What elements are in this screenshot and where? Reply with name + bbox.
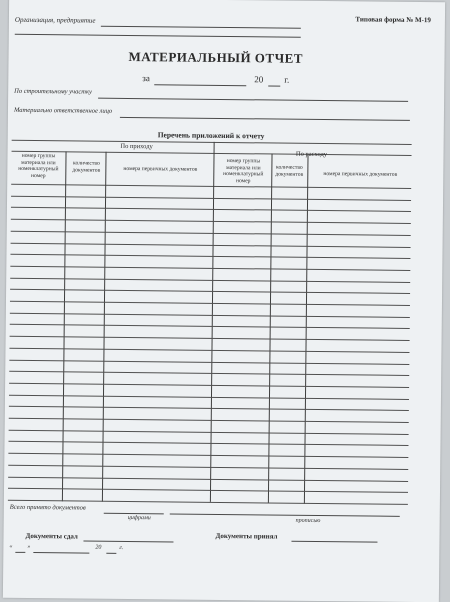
table-row[interactable] (9, 418, 409, 423)
table-row[interactable] (9, 430, 409, 435)
handed-label: Документы сдал (25, 531, 78, 541)
table-row[interactable] (10, 301, 410, 306)
responsible-line[interactable] (120, 117, 410, 121)
table-row[interactable] (10, 312, 410, 317)
table-row[interactable] (11, 195, 411, 200)
in-words-caption: прописью (295, 517, 321, 525)
income-doc-numbers-header: номера первичных документов (123, 165, 198, 173)
table-row[interactable] (9, 406, 409, 411)
responsible-label: Материально ответственное лицо (13, 106, 113, 115)
form-code: Типовая форма № М-19 (355, 15, 431, 25)
date-year-line[interactable] (106, 553, 116, 554)
period-year: 20 (254, 74, 264, 85)
site-label: По строительному участку (14, 87, 92, 96)
date-year: 20 (95, 544, 102, 551)
table-caption: Перечень приложений к отчету (157, 130, 265, 141)
table-row[interactable] (10, 254, 410, 259)
site-line[interactable] (98, 98, 408, 102)
accepted-words-line[interactable] (170, 513, 400, 516)
table-row[interactable] (9, 348, 409, 353)
date-quote-open: « (9, 543, 13, 550)
table-row[interactable] (9, 394, 409, 399)
table-row[interactable] (10, 266, 410, 271)
date-quote-close: » (27, 543, 31, 550)
received-label: Документы принял (215, 531, 278, 541)
table-row[interactable] (11, 207, 411, 212)
table-rows (8, 184, 411, 504)
table-row[interactable] (11, 231, 411, 236)
table-row[interactable] (9, 383, 409, 388)
income-group-header: По приходу (120, 142, 153, 151)
table-row[interactable] (9, 359, 409, 364)
table-row[interactable] (8, 441, 408, 446)
table-row[interactable] (11, 219, 411, 224)
table-row[interactable] (10, 324, 410, 329)
table-row[interactable] (8, 465, 408, 470)
income-doc-count-header: количество документов (72, 160, 101, 174)
table-row[interactable] (10, 336, 410, 341)
table-row[interactable] (8, 476, 408, 481)
organization-label: Организация, предприятие (14, 15, 96, 25)
page-title: МАТЕРИАЛЬНЫЙ ОТЧЕТ (128, 48, 304, 66)
table-row[interactable] (9, 371, 409, 376)
organization-line[interactable] (101, 26, 301, 29)
table-row[interactable] (10, 289, 410, 294)
form-sheet (3, 0, 445, 602)
income-group-number-header: номер группы материала или номенклатурный номер (18, 152, 59, 179)
date-month-line[interactable] (33, 552, 89, 554)
accepted-label: Всего принято документов (9, 503, 86, 512)
received-line[interactable] (291, 541, 377, 543)
expense-group-number-header: номер группы материала или номенклатурный номер (223, 158, 264, 185)
table-row[interactable] (10, 277, 410, 282)
report-period (142, 73, 150, 83)
expense-doc-numbers-header: номера первичных документов (323, 171, 398, 178)
period-suffix: г. (284, 74, 290, 85)
expense-group-header: По расходу (295, 150, 328, 159)
handed-line[interactable] (83, 541, 173, 543)
expense-doc-count-header: количество документов (275, 164, 304, 178)
date-day-line[interactable] (15, 552, 25, 553)
table-row[interactable] (11, 242, 411, 247)
period-prefix: за (142, 73, 150, 84)
date-suffix: г. (119, 544, 124, 551)
organization-line-2[interactable] (15, 34, 301, 38)
table-row[interactable] (8, 488, 408, 493)
table-row[interactable] (8, 453, 408, 458)
period-month-line[interactable] (154, 84, 246, 86)
attachments-table (8, 140, 412, 504)
in-digits-caption: цифрами (127, 515, 151, 522)
period-year-line[interactable] (268, 85, 280, 86)
